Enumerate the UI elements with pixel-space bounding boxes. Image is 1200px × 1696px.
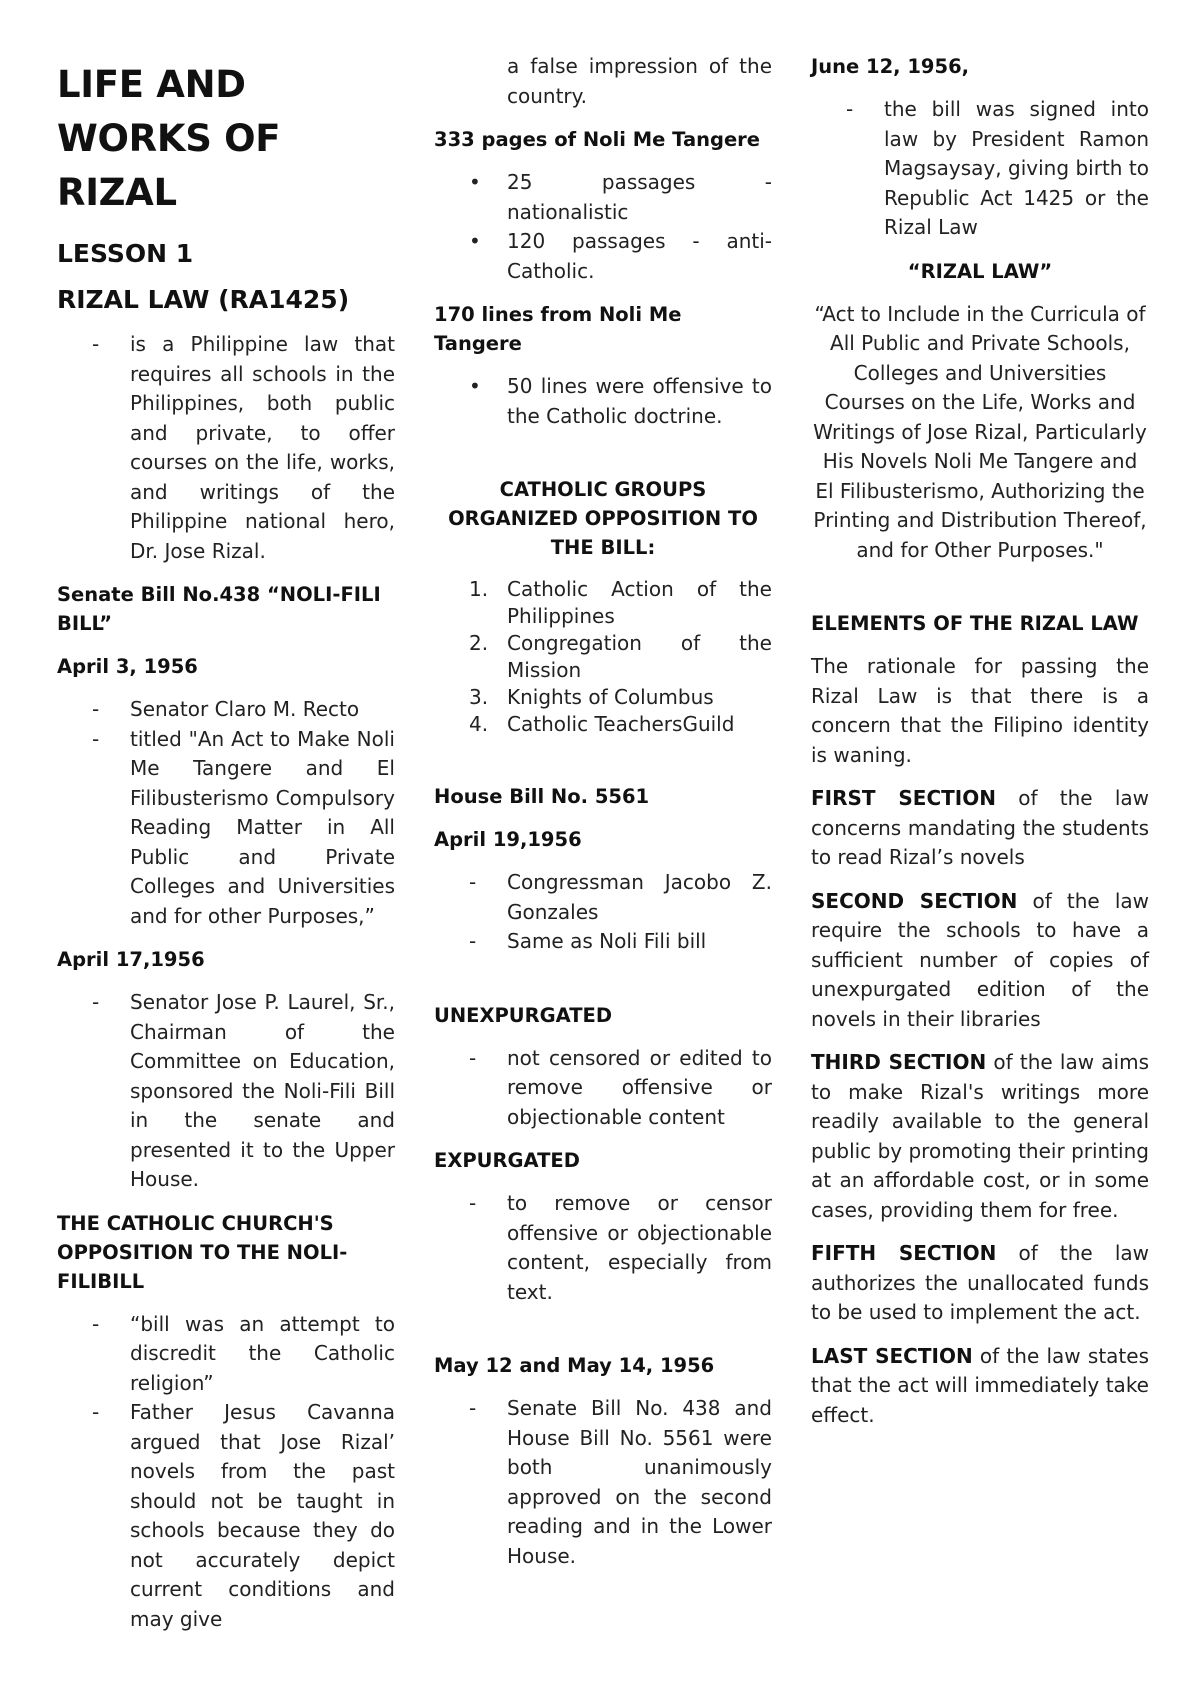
april-3-heading: April 3, 1956	[57, 655, 198, 678]
lesson-heading: LESSON 1	[57, 239, 194, 268]
list-item: • 120 passages - anti-Catholic.	[434, 227, 772, 286]
rationale-paragraph: The rationale for passing the Rizal Law is that there is a concern that the Filipino identity is waning.	[811, 654, 1149, 767]
noli-lines-list	[434, 372, 772, 431]
column-left	[57, 52, 395, 1648]
list-item	[434, 630, 772, 684]
list-text: Knights of Columbus	[507, 685, 714, 709]
section-lead: LAST SECTION	[811, 1343, 973, 1368]
column-right	[811, 52, 1149, 1444]
list-item: • 50 lines were offensive to the Catholic doctrine.	[434, 372, 772, 431]
unexpurgated-list	[434, 1044, 772, 1133]
list-text: Congregation of the Mission	[507, 631, 772, 682]
may-heading: May 12 and May 14, 1956	[434, 1354, 715, 1377]
list-item: • 25 passages - nationalistic	[434, 168, 772, 227]
church-opposition-heading: THE CATHOLIC CHURCH'S OPPOSITION TO THE NOLI-FILIBILL	[57, 1211, 348, 1293]
catholic-groups-heading: CATHOLIC GROUPS ORGANIZED OPPOSITION TO THE BILL:	[448, 478, 758, 559]
church-opposition-list	[57, 1310, 395, 1635]
list-text: Catholic Action of the Philippines	[507, 577, 772, 628]
senate-bill-heading: Senate Bill No.438 “NOLI-FILI BILL”	[57, 583, 381, 635]
list-item: - not censored or edited to remove offensive or objectionable content	[434, 1044, 772, 1133]
second-section-paragraph	[811, 887, 1149, 1035]
section-lead: FIFTH SECTION	[811, 1241, 997, 1265]
rizal-law-definition-list	[57, 330, 395, 566]
unexpurgated-heading: UNEXPURGATED	[434, 1003, 613, 1027]
expurgated-list	[434, 1189, 772, 1307]
rizal-law-quote-heading: “RIZAL LAW”	[907, 259, 1053, 283]
continuation-text: a false impression of the country.	[507, 54, 772, 108]
list-number: 1.	[469, 577, 489, 601]
section-text: of the law require the schools to have a sufficient number of copies of unexpurgated edition of the novels in their libraries	[811, 888, 1149, 1031]
list-item: - “bill was an attempt to discredit the Catholic religion”	[57, 1310, 395, 1399]
third-section-paragraph	[811, 1048, 1149, 1225]
list-item	[434, 576, 772, 630]
april-3-list	[57, 695, 395, 931]
first-section-paragraph	[811, 784, 1149, 873]
noli-pages-list	[434, 168, 772, 286]
continuation-block	[434, 52, 772, 111]
june-heading: June 12, 1956,	[811, 55, 970, 78]
list-number: 2.	[469, 631, 489, 655]
list-item: - Same as Noli Fili bill	[434, 927, 772, 957]
april-17-list	[57, 988, 395, 1195]
last-section-paragraph	[811, 1342, 1149, 1431]
house-bill-heading: House Bill No. 5561	[434, 785, 650, 808]
section-text: of the law states that the act will immediately take effect.	[811, 1343, 1149, 1427]
section-lead: SECOND SECTION	[811, 888, 1018, 913]
april-17-heading: April 17,1956	[57, 948, 205, 971]
rizal-law-heading: RIZAL LAW (RA1425)	[57, 285, 350, 314]
list-number: 4.	[469, 712, 489, 736]
list-item: - Senate Bill No. 438 and House Bill No. 5561 were both unanimously approved on the second reading and in the Lower House.	[434, 1394, 772, 1571]
list-item	[434, 711, 772, 738]
list-item	[434, 684, 772, 711]
list-item: - Senator Claro M. Recto	[57, 695, 395, 725]
list-number: 3.	[469, 685, 489, 709]
list-item: - Congressman Jacobo Z. Gonzales	[434, 868, 772, 927]
list-item: - is a Philippine law that requires all schools in the Philippines, both public and private, to offer courses on the life, works, and writings of the Philippine national hero, Dr. Jose Rizal.	[57, 330, 395, 566]
section-text: of the law authorizes the unallocated funds to be used to implement the act.	[811, 1241, 1149, 1324]
section-text: of the law aims to make Rizal's writings more readily available to the general public by promoting their printing at an affordable cost, or in some cases, providing them for free.	[811, 1050, 1149, 1222]
rizal-law-quote: “Act to Include in the Curricula of All Public and Private Schools, Colleges and Universities Courses on the Life, Works and Writings of Jose Rizal, Particularly His Novels Noli Me Tangere and El Filibusterismo, Authorizing the Printing and Distribution Thereof, and for Other Purposes."	[813, 301, 1147, 562]
section-lead: FIRST SECTION	[811, 786, 996, 810]
noli-lines-heading: 170 lines from Noli Me Tangere	[434, 303, 682, 355]
section-lead: THIRD SECTION	[811, 1050, 987, 1074]
list-item: - titled "An Act to Make Noli Me Tangere and El Filibusterismo Compulsory Reading Matter in All Public and Private Colleges and Universities and for other Purposes,”	[57, 725, 395, 932]
section-text: of the law concerns mandating the students to read Rizal’s novels	[811, 786, 1149, 869]
list-text: Catholic TeachersGuild	[507, 712, 735, 736]
elements-heading: ELEMENTS OF THE RIZAL LAW	[811, 612, 1139, 635]
expurgated-heading: EXPURGATED	[434, 1149, 580, 1172]
noli-pages-heading: 333 pages of Noli Me Tangere	[434, 128, 761, 151]
june-list	[811, 95, 1149, 243]
column-middle	[434, 52, 772, 1585]
document-title: LIFE AND WORKS OF RIZAL	[57, 63, 281, 214]
list-item: - the bill was signed into law by President Ramon Magsaysay, giving birth to Republic Act 1425 or the Rizal Law	[811, 95, 1149, 243]
list-item: - Father Jesus Cavanna argued that Jose Rizal’ novels from the past should not be taught in schools because they do not accurately depict current conditions and may give	[57, 1398, 395, 1634]
list-item: - Senator Jose P. Laurel, Sr., Chairman of the Committee on Education, sponsored the Noli-Fili Bill in the senate and presented it to the Upper House.	[57, 988, 395, 1195]
fifth-section-paragraph	[811, 1239, 1149, 1328]
april-19-list	[434, 868, 772, 957]
may-list	[434, 1394, 772, 1571]
catholic-groups-list	[434, 576, 772, 738]
april-19-heading: April 19,1956	[434, 828, 582, 851]
list-item: - to remove or censor offensive or objectionable content, especially from text.	[434, 1189, 772, 1307]
